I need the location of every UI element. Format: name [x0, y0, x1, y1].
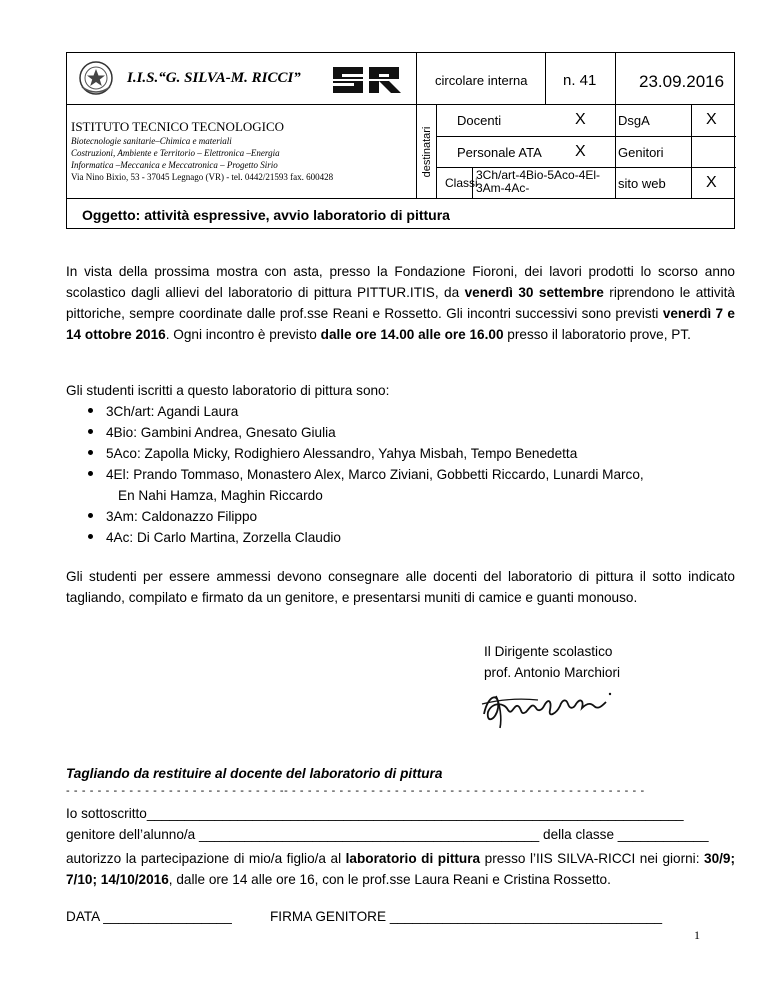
coupon-title: Tagliando da restituire al docente del laboratorio di pittura	[66, 766, 443, 781]
course-line-1: Biotecnologie sanitarie–Chimica e materiali	[71, 136, 232, 146]
subject-line: Oggetto: attività espressive, avvio laboratorio di pittura	[82, 207, 450, 223]
dsga-mark: X	[706, 111, 717, 128]
intro-paragraph: In vista della prossima mostra con asta, presso la Fondazione Fioroni, dei lavori prodotti lo scorso anno scolastico dagli allievi del laboratorio di pittura PITTUR.ITIS, da venerdì 30 settembre riprendono le attività pittoriche, sempre coordinate dalle prof.sse Reani e Rossetto. Gli incontri successivi sono previsti venerdì 7 e 14 ottobre 2016. Ogni incontro è previsto dalle ore 14.00 alle ore 16.00 presso il laboratorio prove, PT.	[66, 264, 735, 342]
coupon-cut-line: - - - - - - - - - - - - - - - - - - - - - - - - - - - -- - - - - - - - - - - - - - - - - - - - - - - - - - - - - - - - - - - - - - - - - - - - - -	[66, 785, 645, 797]
list-item: 3Ch/art: Agandi Laura	[88, 401, 238, 422]
school-name: I.I.S.“G. SILVA-M. RICCI”	[127, 70, 301, 86]
destinatari-label: destinatari	[420, 126, 433, 177]
coupon-student-line: genitore dell’alunno/a _____________________________________________ della classe ____________	[66, 827, 709, 842]
school-logo	[329, 63, 405, 97]
signer-name: prof. Antonio Marchiori	[484, 665, 621, 680]
school-address: Via Nino Bixio, 53 - 37045 Legnago (VR) - tel. 0442/21593 fax. 600428	[71, 172, 334, 182]
coupon-date-field: DATA _________________	[66, 909, 232, 924]
italy-emblem-icon	[77, 59, 115, 97]
recipient-sito: sito web	[618, 176, 666, 191]
recipient-ata: Personale ATA	[457, 145, 542, 160]
signer-role: Il Dirigente scolastico	[484, 644, 613, 659]
recipient-dsga: DsgA	[618, 113, 650, 128]
sito-mark: X	[706, 174, 717, 191]
list-item: 4Ac: Di Carlo Martina, Zorzella Claudio	[88, 527, 341, 548]
admission-paragraph: Gli studenti per essere ammessi devono consegnare alle docenti del laboratorio di pittura il sotto indicato tagliando, compilato e firmato da un genitore, e presentarsi muniti di camice e guanti monouso.	[66, 569, 735, 605]
list-item: 4El: Prando Tommaso, Monastero Alex, Marco Ziviani, Gobbetti Riccardo, Lunardi Marco,	[88, 464, 644, 485]
list-item: 5Aco: Zapolla Micky, Rodighiero Alessandro, Yahya Misbah, Tempo Benedetta	[88, 443, 577, 464]
course-line-3: Informatica –Meccanica e Meccatronica – Progetto Sirio	[71, 160, 278, 170]
recipient-genitori: Genitori	[618, 145, 664, 160]
institute-name: ISTITUTO TECNICO TECNOLOGICO	[71, 119, 285, 134]
list-item: 3Am: Caldonazzo Filippo	[88, 506, 257, 527]
students-intro: Gli studenti iscritti a questo laboratorio di pittura sono:	[66, 383, 390, 398]
course-line-2: Costruzioni, Ambiente e Territorio – Elettronica –Energia	[71, 148, 280, 158]
circular-label: circolare interna	[435, 73, 528, 88]
classi-value: 3Ch/art-4Bio-5Aco-4El-3Am-4Ac-	[476, 168, 601, 195]
circular-date: 23.09.2016	[639, 72, 725, 91]
circular-number: n. 41	[563, 72, 597, 89]
header-box	[66, 52, 735, 229]
docenti-mark: X	[575, 111, 586, 128]
coupon-authorization: autorizzo la partecipazione di mio/a figlio/a al laboratorio di pittura presso l’IIS SILVA-RICCI nei giorni: 30/9; 7/10; 14/10/2016, dalle ore 14 alle ore 16, con le prof.sse Laura Reani e Cristina Rossetto.	[66, 851, 735, 887]
recipient-docenti: Docenti	[457, 113, 502, 128]
principal-signature	[478, 684, 618, 732]
list-item-continuation: En Nahi Hamza, Maghin Riccardo	[118, 488, 323, 503]
coupon-signature-field: FIRMA GENITORE ____________________________________	[270, 909, 663, 924]
ata-mark: X	[575, 143, 586, 160]
recipient-classi: Classi	[445, 176, 478, 190]
page-number: 1	[694, 928, 700, 942]
list-item: 4Bio: Gambini Andrea, Gnesato Giulia	[88, 422, 336, 443]
coupon-parent-line: Io sottoscritto_______________________________________________________________________	[66, 806, 684, 821]
